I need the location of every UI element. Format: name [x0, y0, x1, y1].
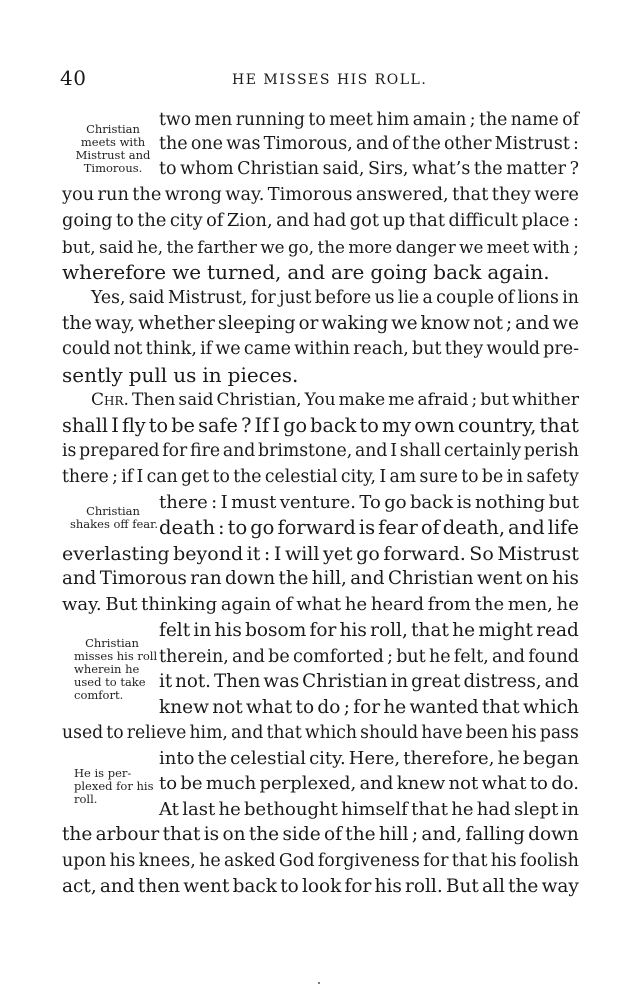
- text-line: but, said he, the farther we go, the more danger we meet with ;: [62, 237, 579, 257]
- text-line: is prepared for fire and brimstone, and I shall certainly perish: [62, 441, 579, 461]
- margin-note-line: misses his roll: [74, 649, 158, 663]
- text-line: into the celestial city. Here, therefore, he began: [159, 748, 579, 769]
- text-line: could not think, if we came within reach, but they would pre-: [62, 339, 579, 359]
- margin-note-4: [74, 766, 154, 806]
- text-line: act, and then went back to look for his roll. But all the way: [62, 876, 579, 897]
- margin-note-line: roll.: [74, 792, 98, 806]
- margin-note-line: Christian: [86, 122, 140, 136]
- margin-note-2: [70, 504, 159, 531]
- text-line: to whom Christian said, Sirs, what’s the matter ?: [159, 159, 579, 179]
- text-line: knew not what to do ; for he wanted that which: [159, 697, 579, 718]
- text-line: you run the wrong way. Timorous answered, that they were: [62, 185, 579, 205]
- text-line: the way, whether sleeping or waking we know not ; and we: [62, 313, 579, 334]
- margin-note-line: plexed for his: [74, 779, 154, 793]
- page-number: 40: [60, 66, 87, 90]
- text-line: two men running to meet him amain ; the name of: [159, 110, 579, 130]
- text-line: there ; if I can get to the celestial city, I am sure to be in safety: [62, 467, 579, 487]
- text-line: felt in his bosom for his roll, that he might read: [159, 620, 579, 641]
- text-line: At last he bethought himself that he had slept in: [159, 799, 579, 820]
- text-line: Chr. Then said Christian, You make me afraid ; but whither: [91, 390, 579, 410]
- margin-note-line: comfort.: [74, 688, 124, 702]
- margin-note-line: Christian: [85, 636, 139, 650]
- text-line: shall I fly to be safe ? If I go back to my own country, that: [62, 414, 579, 437]
- text-line: used to relieve him, and that which should have been his pass: [62, 723, 579, 743]
- text-line: upon his knees, he asked God forgiveness for that his foolish: [62, 851, 579, 871]
- margin-note-line: Mistrust and: [75, 148, 151, 162]
- text-line: wherefore we turned, and are going back again.: [62, 260, 550, 284]
- margin-note-line: Timorous.: [83, 161, 143, 175]
- text-line: and Timorous ran down the hill, and Christian went on his: [62, 568, 579, 589]
- text-line: way. But thinking again of what he heard from the men, he: [62, 594, 579, 615]
- text-line: everlasting beyond it : I will yet go forward. So Mistrust: [62, 543, 579, 565]
- margin-note-1: [74, 123, 152, 175]
- margin-note-line: meets with: [80, 135, 146, 149]
- text-line: going to the city of Zion, and had got up that difficult place :: [62, 211, 579, 231]
- text-line: there : I must venture. To go back is nothing but: [159, 492, 579, 513]
- text-line: it not. Then was Christian in great distress, and: [159, 671, 579, 692]
- text-line: to be much perplexed, and knew not what to do.: [159, 773, 579, 794]
- text-line: the arbour that is on the side of the hill ; and, falling down: [62, 824, 579, 845]
- text-line: Yes, said Mistrust, for just before us lie a couple of lions in: [91, 288, 579, 308]
- text-line: sently pull us in pieces.: [62, 363, 299, 387]
- text-line: death : to go forward is fear of death, and life: [159, 516, 579, 539]
- margin-note-line: Christian: [86, 504, 140, 518]
- margin-note-line: wherein he: [74, 662, 140, 676]
- margin-note-line: used to take: [74, 675, 146, 689]
- margin-note-line: He is per-: [74, 766, 132, 780]
- text-line: therein, and be comforted ; but he felt, and found: [159, 647, 579, 667]
- margin-note-3: [74, 636, 158, 702]
- running-head: HE MISSES HIS ROLL.: [232, 72, 428, 88]
- margin-note-line: shakes off fear.: [70, 517, 159, 531]
- printer-mark: [318, 982, 320, 984]
- text-line: the one was Timorous, and of the other Mistrust :: [159, 134, 579, 154]
